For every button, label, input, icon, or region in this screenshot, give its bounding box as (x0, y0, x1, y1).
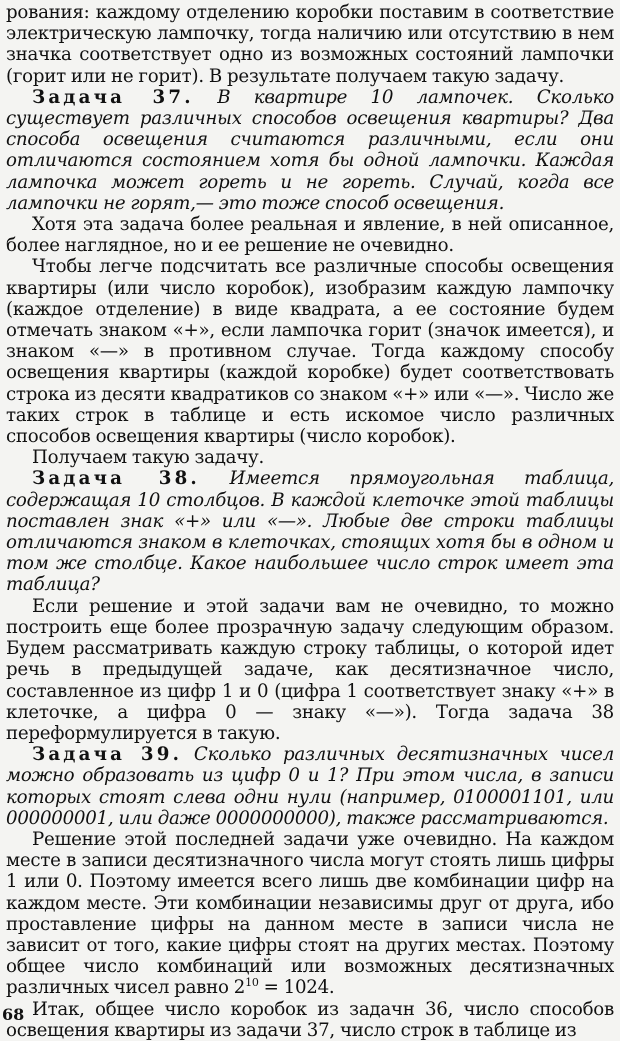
task-37-label: Задача 37. (32, 86, 194, 108)
task-39 (6, 744, 614, 829)
task-37-text: В квартире 10 лампочек. Сколько существует различных способов освещения квартиры? Два способа освещения считаются различными, если они отличаются состоянием хотя бы одной лампочки. Каждая лампочка может гореть и не гореть. Случай, когда все лампочки не горят,— это тоже способ освещения. (6, 86, 614, 214)
task-39-text: Сколько различных десятизначных чисел можно образовать из цифр 0 и 1? При этом числа, в записи которых стоят слева одни нули (например, 0100001101, или 000000001, или даже 0000000000), также рассматриваются. (6, 744, 614, 829)
paragraph-4: Получаем такую задачу. (32, 447, 265, 469)
paragraph-6 (6, 829, 614, 999)
task-38 (6, 468, 614, 595)
page-number: 68 (2, 1005, 25, 1024)
task-38-text: Имеется прямоугольная таблица, содержащая 10 столбцов. В каждой клеточке этой таблицы поставлен знак «+» или «—». Любые две строки таблицы отличаются знаком в клеточках, стоящих хотя бы в одном и том же столбце. Какое наибольшее число строк имеет эта таблица? (6, 468, 614, 596)
paragraph-6-text: Решение этой последней задачи уже очевидно. На каждом месте в записи десятизначного числа могут стоять лишь цифры 1 или 0. Поэтому имеется всего лишь две комбинации цифр на каждом месте. Эти комбинации независимы друг от друга, ибо проставление цифры на данном месте в записи числа не зависит от того, какие цифры стоят на других местах. Поэтому общее число комбинаций или возможных десятизначных различных чисел равно (6, 828, 614, 999)
paragraph-5: Если решение и этой задачи вам не очевидно, то можно построить еще более прозрачную задачу следующим образом. Будем рассматривать каждую строку таблицы, о которой идет речь в предыдущей задаче, как десятизначное число, составленное из цифр 1 и 0 (цифра 1 соответствует знаку «+» в клеточке, а цифра 0 — знаку «—»). Тогда задача 38 переформулируется в такую. (6, 595, 614, 744)
task-37 (6, 87, 614, 214)
page-body (6, 2, 614, 1041)
task-39-label: Задача 39. (32, 744, 183, 766)
power-result: = 1024. (258, 977, 335, 999)
power-base: 2 (233, 977, 246, 999)
paragraph-3: Чтобы легче подсчитать все различные способы освещения квартиры (или число коробок), изобразим каждую лампочку (каждое отделение) в виде квадрата, а ее состояние будем отмечать знаком «+», если лампочка горит (значок имеется), и знаком «—» в противном случае. Тогда каждому способу освещения квартиры (каждой коробке) будет соответствовать строка из десяти квадратиков со знаком «+» или «—». Число же таких строк в таблице и есть искомое число различных способов освещения квартиры (число коробок). (6, 256, 614, 448)
power-exponent: 10 (245, 976, 259, 990)
task-38-label: Задача 38. (32, 468, 200, 490)
paragraph-continuation: рования: каждому отделению коробки поставим в соответствие электрическую лампочку, тогда наличию или отсутствию в нем значка соответствует одно из возможных состояний лампочки (горит или не горит). В результате получаем такую задачу. (6, 2, 614, 87)
paragraph-7: Итак, общее число коробок из задачн 36, число способов освещения квартиры из задачи 37, число строк в таблице из (6, 998, 614, 1041)
paragraph-2: Хотя эта задача более реальная и явление, в ней описанное, более наглядное, но и ее решение не очевидно. (6, 214, 614, 257)
